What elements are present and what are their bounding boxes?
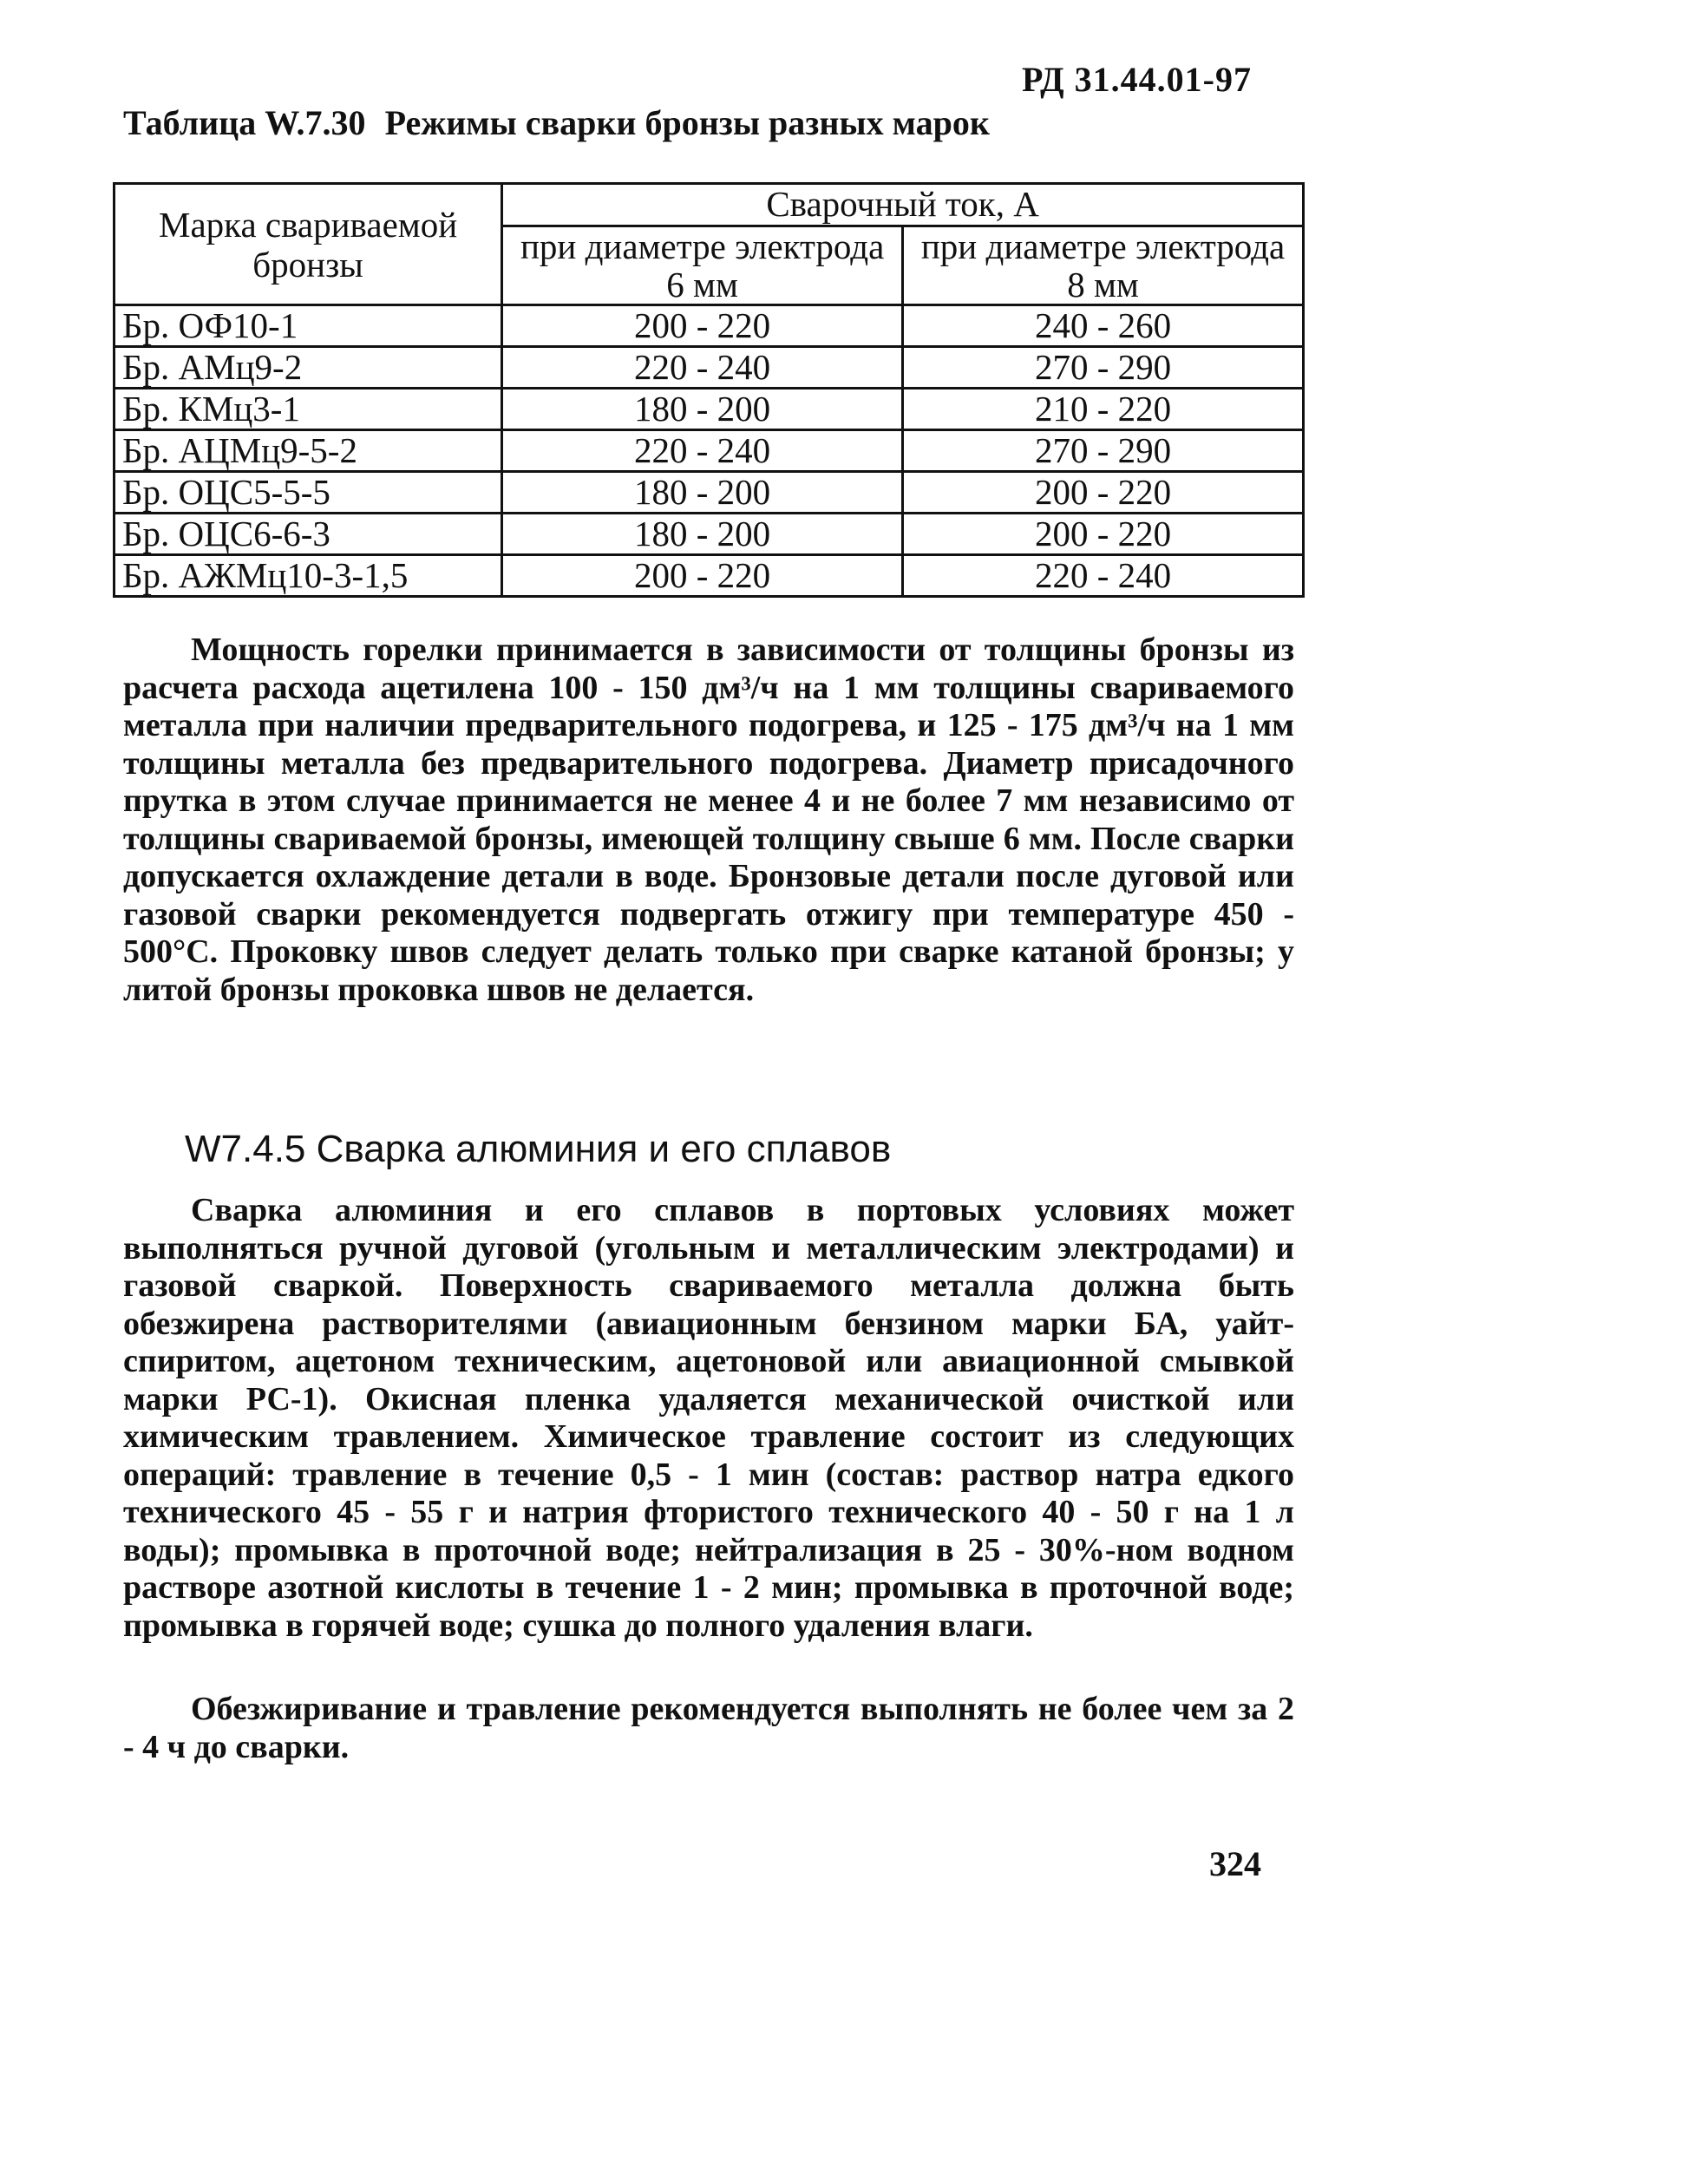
brand-cell: Бр. АЦМц9-5-2 <box>115 430 502 472</box>
d6-column-header: при диаметре электрода 6 мм <box>502 226 903 305</box>
d6-current-cell: 200 - 220 <box>502 555 903 597</box>
d8-current-cell: 200 - 220 <box>903 472 1304 514</box>
welding-modes-table <box>113 182 1305 598</box>
table-row <box>115 305 1304 347</box>
table-row <box>115 347 1304 389</box>
table-row <box>115 389 1304 430</box>
d8-current-cell: 220 - 240 <box>903 555 1304 597</box>
brand-cell: Бр. КМц3-1 <box>115 389 502 430</box>
brand-cell: Бр. ОЦС6-6-3 <box>115 514 502 555</box>
table-caption <box>123 102 990 143</box>
d8-current-cell: 240 - 260 <box>903 305 1304 347</box>
brand-cell: Бр. АМц9-2 <box>115 347 502 389</box>
d6-current-cell: 180 - 200 <box>502 472 903 514</box>
d8-current-cell: 200 - 220 <box>903 514 1304 555</box>
table-row <box>115 430 1304 472</box>
brand-cell: Бр. ОЦС5-5-5 <box>115 472 502 514</box>
d8-current-cell: 210 - 220 <box>903 389 1304 430</box>
table-row <box>115 555 1304 597</box>
paragraph-degreasing: Обезжиривание и травление рекомендуется выполнять не более чем за 2 - 4 ч до сварки. <box>123 1691 1294 1765</box>
d6-current-cell: 220 - 240 <box>502 430 903 472</box>
d8-current-cell: 270 - 290 <box>903 347 1304 389</box>
page-number: 324 <box>1209 1844 1261 1883</box>
d6-current-cell: 180 - 200 <box>502 389 903 430</box>
brand-cell: Бр. ОФ10-1 <box>115 305 502 347</box>
d6-current-cell: 180 - 200 <box>502 514 903 555</box>
d8-current-cell: 270 - 290 <box>903 430 1304 472</box>
brand-cell: Бр. АЖМц10-3-1,5 <box>115 555 502 597</box>
document-code: РД 31.44.01-97 <box>1022 60 1252 99</box>
table-caption-label: Таблица W.7.30 <box>123 103 366 142</box>
table-row <box>115 514 1304 555</box>
paragraph-torch-power: Мощность горелки принимается в зависимости от толщины бронзы из расчета расхода ацетилена 100 - 150 дм³/ч на 1 мм толщины свариваемого металла при наличии предварительного подогрева, и 125 - 175 дм³/ч на 1 мм толщины металла без предварительного подогрева. Диаметр присадочного прутка в этом случае принимается не менее 4 и не более 7 мм независимо от толщины свариваемой бронзы, имеющей толщину свыше 6 мм. После сварки допускается охлаждение детали в воде. Бронзовые детали после дуговой или газовой сварки рекомендуется подвергать отжигу при температуре 450 - 500°С. Проковку швов следует делать только при сварке катаной бронзы; у литой бронзы проковка швов не делается. <box>123 632 1294 1008</box>
table-row <box>115 472 1304 514</box>
brand-column-header: Марка свариваемой бронзы <box>115 184 502 305</box>
paragraph-aluminium-welding: Сварка алюминия и его сплавов в портовых условиях может выполняться ручной дуговой (угольным и металлическим электродами) и газовой сваркой. Поверхность свариваемого металла должна быть обезжирена растворителями (авиационным бензином марки БА, уайт-спиритом, ацетоном техническим, ацетоновой или авиационной смывкой марки РС-1). Окисная пленка удаляется механической очисткой или химическим травлением. Химическое травление состоит из следующих операций: травление в течение 0,5 - 1 мин (состав: раствор натра едкого технического 45 - 55 г и натрия фтористого технического 40 - 50 г на 1 л воды); промывка в проточной воде; нейтрализация в 25 - 30%-ном водном растворе азотной кислоты в течение 1 - 2 мин; промывка в проточной воде; промывка в горячей воде; сушка до полного удаления влаги. <box>123 1192 1294 1644</box>
current-column-header: Сварочный ток, А <box>502 184 1304 226</box>
d6-current-cell: 220 - 240 <box>502 347 903 389</box>
section-heading: W7.4.5 Сварка алюминия и его сплавов <box>185 1128 892 1170</box>
d6-current-cell: 200 - 220 <box>502 305 903 347</box>
table-caption-title: Режимы сварки бронзы разных марок <box>384 103 990 142</box>
d8-column-header: при диаметре электрода 8 мм <box>903 226 1304 305</box>
